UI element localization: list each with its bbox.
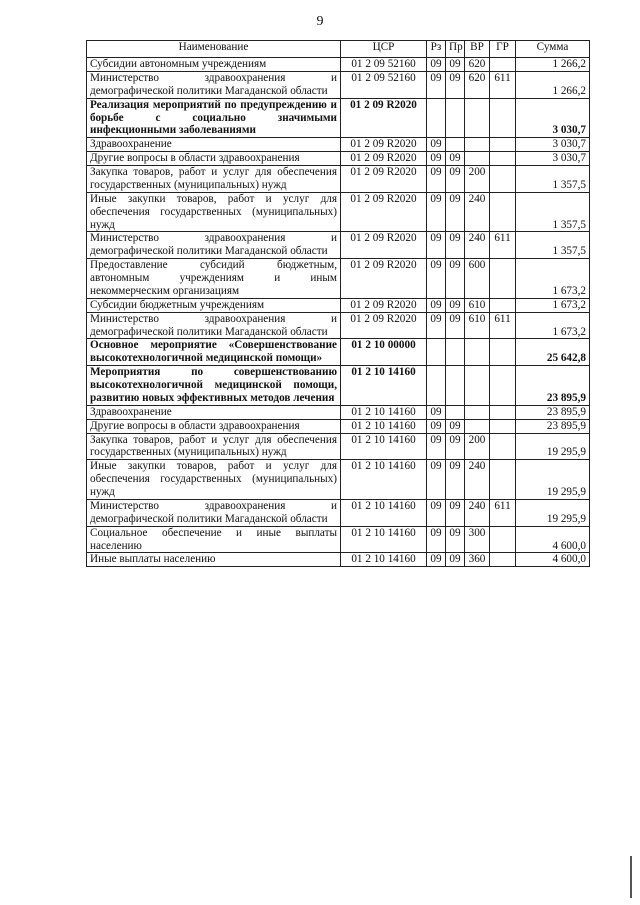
table-row [87,98,590,138]
cell-gr: 611 [490,232,516,259]
cell-sum: 4 600,0 [516,553,590,567]
table-row [87,192,590,232]
cell-sum: 1 357,5 [516,232,590,259]
cell-sum: 19 295,9 [516,460,590,500]
cell-vr: 620 [465,71,490,98]
table-row [87,71,590,98]
cell-csr: 01 2 10 14160 [341,526,427,553]
cell-gr [490,166,516,193]
table-row [87,460,590,500]
table-row [87,433,590,460]
cell-rz: 09 [427,232,446,259]
cell-sum: 23 895,9 [516,366,590,406]
cell-name: Иные закупки товаров, работ и услуг для обеспечения государственных (муниципальных) нужд [87,460,341,500]
cell-gr [490,405,516,419]
table-row [87,152,590,166]
cell-gr [490,259,516,299]
cell-pr: 09 [446,58,465,72]
cell-vr: 610 [465,312,490,339]
cell-gr [490,526,516,553]
cell-gr [490,98,516,138]
cell-name: Предоставление субсидий бюджетным, автономным учреждениям и иным некоммерческим организациям [87,259,341,299]
cell-name: Реализация мероприятий по предупреждению и борьбе с социально значимыми инфекционными заболеваниями [87,98,341,138]
cell-vr: 610 [465,298,490,312]
table-body [87,58,590,567]
cell-sum: 1 357,5 [516,166,590,193]
cell-rz: 09 [427,166,446,193]
cell-rz: 09 [427,138,446,152]
cell-name: Министерство здравоохранения и демографической политики Магаданской области [87,499,341,526]
cell-csr: 01 2 09 R2020 [341,98,427,138]
cell-rz: 09 [427,460,446,500]
cell-gr [490,553,516,567]
cell-gr [490,433,516,460]
cell-rz: 09 [427,58,446,72]
cell-gr [490,298,516,312]
cell-sum: 19 295,9 [516,499,590,526]
table-row [87,232,590,259]
table-row [87,419,590,433]
cell-gr [490,152,516,166]
cell-pr: 09 [446,553,465,567]
cell-sum: 19 295,9 [516,433,590,460]
cell-vr [465,152,490,166]
cell-name: Основное мероприятие «Совершенствование высокотехнологичной медицинской помощи» [87,339,341,366]
cell-csr: 01 2 09 52160 [341,58,427,72]
cell-sum: 4 600,0 [516,526,590,553]
cell-gr [490,58,516,72]
cell-rz: 09 [427,259,446,299]
cell-name: Закупка товаров, работ и услуг для обеспечения государственных (муниципальных) нужд [87,433,341,460]
cell-pr [446,98,465,138]
cell-name: Министерство здравоохранения и демографической политики Магаданской области [87,312,341,339]
cell-rz: 09 [427,419,446,433]
cell-sum: 25 642,8 [516,339,590,366]
cell-gr [490,339,516,366]
cell-vr: 300 [465,526,490,553]
cell-vr [465,98,490,138]
table-row [87,259,590,299]
header-pr: Пр [446,41,465,58]
cell-gr [490,460,516,500]
cell-gr [490,419,516,433]
cell-csr: 01 2 10 14160 [341,419,427,433]
cell-pr: 09 [446,433,465,460]
table-row [87,58,590,72]
table-row [87,166,590,193]
cell-vr: 200 [465,433,490,460]
cell-rz [427,366,446,406]
cell-csr: 01 2 10 14160 [341,405,427,419]
cell-pr [446,366,465,406]
cell-name: Закупка товаров, работ и услуг для обеспечения государственных (муниципальных) нужд [87,166,341,193]
cell-pr: 09 [446,232,465,259]
cell-csr: 01 2 10 14160 [341,460,427,500]
table-row [87,366,590,406]
cell-name: Министерство здравоохранения и демографической политики Магаданской области [87,232,341,259]
header-csr: ЦСР [341,41,427,58]
cell-name: Здравоохранение [87,405,341,419]
table-row [87,298,590,312]
cell-sum: 3 030,7 [516,138,590,152]
cell-csr: 01 2 09 R2020 [341,192,427,232]
cell-name: Министерство здравоохранения и демографической политики Магаданской области [87,71,341,98]
budget-table [86,40,590,567]
cell-name: Другие вопросы в области здравоохранения [87,419,341,433]
cell-rz: 09 [427,298,446,312]
header-sum: Сумма [516,41,590,58]
cell-vr [465,339,490,366]
cell-pr: 09 [446,192,465,232]
cell-sum: 1 673,2 [516,298,590,312]
cell-rz: 09 [427,433,446,460]
cell-pr [446,138,465,152]
cell-vr [465,366,490,406]
cell-gr: 611 [490,312,516,339]
cell-vr: 620 [465,58,490,72]
cell-pr [446,405,465,419]
cell-pr [446,339,465,366]
header-vr: ВР [465,41,490,58]
cell-vr: 240 [465,192,490,232]
table-row [87,339,590,366]
table-row [87,499,590,526]
scan-edge-mark [630,856,632,898]
cell-vr [465,405,490,419]
header-name: Наименование [87,41,341,58]
cell-csr: 01 2 10 14160 [341,499,427,526]
cell-pr: 09 [446,152,465,166]
cell-sum: 1 673,2 [516,312,590,339]
cell-vr: 240 [465,460,490,500]
cell-vr: 360 [465,553,490,567]
cell-pr: 09 [446,298,465,312]
cell-name: Другие вопросы в области здравоохранения [87,152,341,166]
cell-csr: 01 2 09 R2020 [341,259,427,299]
cell-sum: 3 030,7 [516,152,590,166]
cell-rz: 09 [427,152,446,166]
cell-pr: 09 [446,166,465,193]
cell-rz: 09 [427,553,446,567]
cell-csr: 01 2 09 R2020 [341,298,427,312]
cell-csr: 01 2 09 R2020 [341,166,427,193]
cell-csr: 01 2 10 14160 [341,366,427,406]
cell-gr [490,192,516,232]
cell-csr: 01 2 09 R2020 [341,232,427,259]
cell-rz: 09 [427,312,446,339]
cell-sum: 1 673,2 [516,259,590,299]
cell-gr: 611 [490,71,516,98]
cell-sum: 1 357,5 [516,192,590,232]
table-row [87,405,590,419]
cell-rz: 09 [427,192,446,232]
cell-sum: 1 266,2 [516,58,590,72]
cell-pr: 09 [446,499,465,526]
table-row [87,312,590,339]
cell-sum: 1 266,2 [516,71,590,98]
cell-rz [427,339,446,366]
cell-pr: 09 [446,460,465,500]
header-rz: Рз [427,41,446,58]
cell-csr: 01 2 09 R2020 [341,138,427,152]
table-header-row [87,41,590,58]
cell-gr [490,366,516,406]
cell-vr: 600 [465,259,490,299]
cell-sum: 3 030,7 [516,98,590,138]
cell-name: Иные закупки товаров, работ и услуг для обеспечения государственных (муниципальных) нужд [87,192,341,232]
page-number: 9 [316,14,324,29]
header-gr: ГР [490,41,516,58]
cell-name: Мероприятия по совершенствованию высокотехнологичной медицинской помощи, развитию новых эффективных методов лечения [87,366,341,406]
cell-name: Субсидии автономным учреждениям [87,58,341,72]
cell-pr: 09 [446,419,465,433]
cell-csr: 01 2 09 52160 [341,71,427,98]
cell-gr: 611 [490,499,516,526]
cell-name: Иные выплаты населению [87,553,341,567]
cell-vr: 240 [465,232,490,259]
cell-csr: 01 2 10 14160 [341,553,427,567]
cell-vr [465,419,490,433]
cell-name: Социальное обеспечение и иные выплаты населению [87,526,341,553]
cell-pr: 09 [446,71,465,98]
cell-csr: 01 2 10 00000 [341,339,427,366]
cell-csr: 01 2 10 14160 [341,433,427,460]
cell-pr: 09 [446,526,465,553]
cell-csr: 01 2 09 R2020 [341,312,427,339]
table-row [87,138,590,152]
cell-pr: 09 [446,312,465,339]
cell-rz: 09 [427,499,446,526]
cell-vr: 240 [465,499,490,526]
cell-rz [427,98,446,138]
table-row [87,526,590,553]
cell-name: Субсидии бюджетным учреждениям [87,298,341,312]
cell-csr: 01 2 09 R2020 [341,152,427,166]
cell-rz: 09 [427,405,446,419]
cell-name: Здравоохранение [87,138,341,152]
cell-rz: 09 [427,526,446,553]
cell-gr [490,138,516,152]
cell-sum: 23 895,9 [516,405,590,419]
cell-vr [465,138,490,152]
cell-sum: 23 895,9 [516,419,590,433]
cell-pr: 09 [446,259,465,299]
table-row [87,553,590,567]
cell-vr: 200 [465,166,490,193]
cell-rz: 09 [427,71,446,98]
